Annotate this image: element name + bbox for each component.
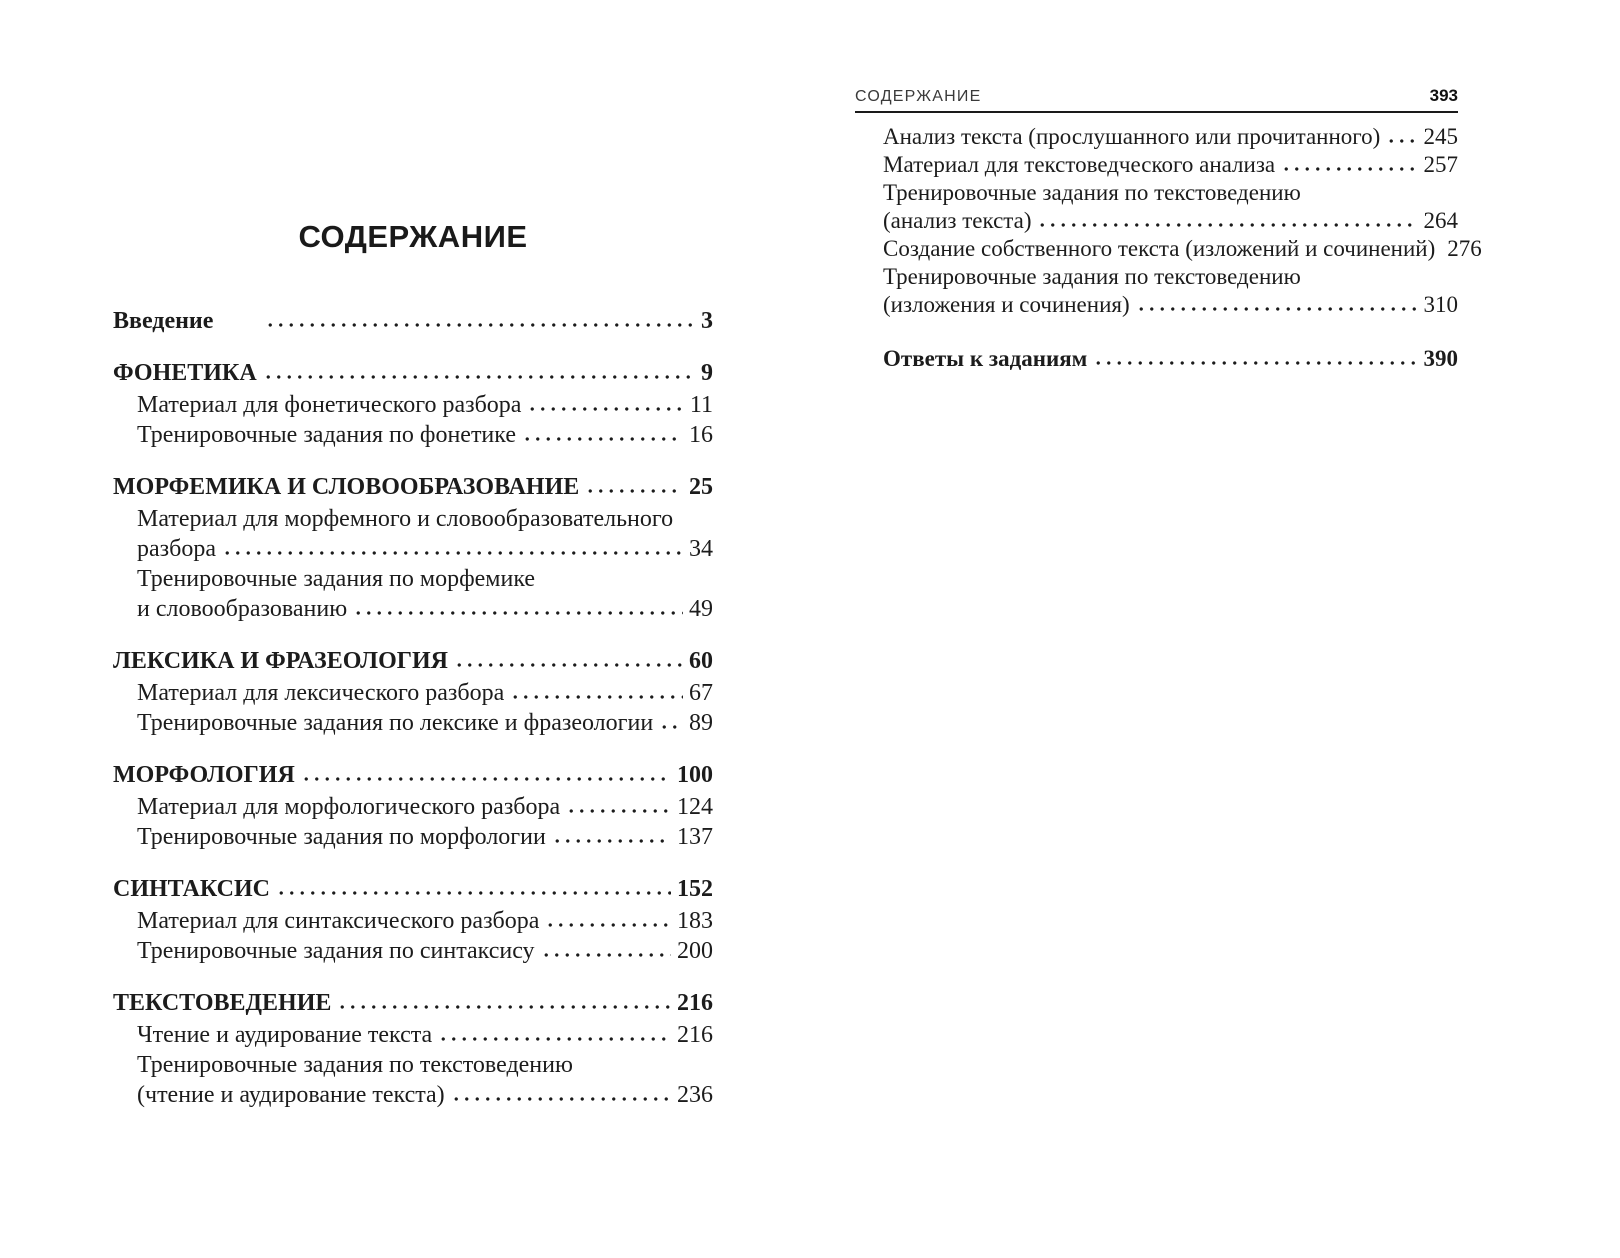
dot-leader bbox=[438, 1036, 671, 1042]
running-head bbox=[855, 86, 1458, 113]
toc-page-ref: 236 bbox=[677, 1082, 713, 1108]
toc-title: СОДЕРЖАНИЕ bbox=[298, 219, 528, 254]
toc-entry-line: Тренировочные задания по текстоведению bbox=[883, 180, 1301, 205]
toc-entry bbox=[113, 678, 713, 708]
toc-entry-label: Материал для морфологического разбора bbox=[137, 794, 561, 820]
toc-entry-label: (изложения и сочинения) bbox=[883, 292, 1130, 317]
toc-page-ref: 152 bbox=[677, 876, 713, 902]
toc-section bbox=[113, 760, 713, 852]
toc-entry-row bbox=[137, 594, 713, 624]
toc-entry-row bbox=[113, 358, 713, 388]
toc-entry-line: Тренировочные задания по морфемике bbox=[137, 566, 536, 592]
toc-entry bbox=[113, 708, 713, 738]
toc-page-ref: 16 bbox=[689, 422, 713, 448]
toc-entry bbox=[113, 646, 713, 676]
toc-entry bbox=[113, 1020, 713, 1050]
toc-page-ref: 276 bbox=[1447, 236, 1482, 261]
toc-entry-row bbox=[113, 472, 713, 502]
toc-page-ref: 245 bbox=[1423, 124, 1458, 149]
dot-leader bbox=[263, 374, 695, 380]
dot-leader bbox=[566, 808, 671, 814]
toc-entry bbox=[113, 390, 713, 420]
toc-entry-label: (чтение и аудирование текста) bbox=[137, 1082, 445, 1108]
toc-entry-row bbox=[883, 345, 1458, 373]
dot-leader bbox=[1281, 166, 1417, 172]
toc-page-ref: 183 bbox=[677, 908, 713, 934]
toc-entry bbox=[113, 358, 713, 388]
toc-entry-label: Материал для текстоведческого анализа bbox=[883, 152, 1276, 177]
toc-entry-label: (анализ текста) bbox=[883, 208, 1032, 233]
toc-section bbox=[113, 306, 713, 336]
toc-section bbox=[113, 472, 713, 624]
toc-entry-label: Чтение и аудирование текста bbox=[137, 1022, 433, 1048]
toc-entry bbox=[113, 564, 713, 624]
toc-entry-row bbox=[137, 678, 713, 708]
dot-leader bbox=[659, 724, 683, 730]
toc-section bbox=[883, 345, 1458, 373]
dot-leader bbox=[585, 488, 683, 494]
toc-entry-row bbox=[137, 390, 713, 420]
toc-entry-label: Материал для фонетического разбора bbox=[137, 392, 522, 418]
toc-page-ref: 9 bbox=[701, 360, 713, 386]
toc-entry-row bbox=[883, 291, 1458, 319]
toc-entry-label: ФОНЕТИКА bbox=[113, 360, 257, 386]
toc-page-ref: 200 bbox=[677, 938, 713, 964]
toc-page-ref: 34 bbox=[689, 536, 713, 562]
toc-entry bbox=[113, 936, 713, 966]
dot-leader bbox=[353, 610, 683, 616]
toc-entry-row bbox=[137, 792, 713, 822]
toc-section bbox=[883, 123, 1482, 319]
toc-entry bbox=[883, 345, 1458, 373]
toc-entry bbox=[113, 874, 713, 904]
toc-page-ref: 25 bbox=[689, 474, 713, 500]
toc-entry-line: Тренировочные задания по текстоведению bbox=[137, 1052, 573, 1078]
toc-entry-label: разбора bbox=[137, 536, 216, 562]
toc-entry bbox=[113, 822, 713, 852]
right-page bbox=[855, 86, 1482, 399]
toc-page-ref: 67 bbox=[689, 680, 713, 706]
toc-entry-row bbox=[137, 708, 713, 738]
dot-leader bbox=[265, 322, 695, 328]
toc-entry-row bbox=[883, 207, 1458, 235]
right-toc bbox=[883, 123, 1482, 373]
dot-leader bbox=[1386, 138, 1417, 144]
toc-entry bbox=[113, 760, 713, 790]
toc-entry-row bbox=[883, 151, 1458, 179]
toc-page-ref: 124 bbox=[677, 794, 713, 820]
toc-entry-label: СИНТАКСИС bbox=[113, 876, 270, 902]
toc-entry bbox=[113, 472, 713, 502]
toc-entry-line: Материал для морфемного и словообразовательного bbox=[137, 506, 674, 532]
left-page bbox=[113, 220, 713, 1132]
toc-entry-row bbox=[883, 123, 1458, 151]
dot-leader bbox=[527, 406, 683, 412]
toc-section bbox=[113, 874, 713, 966]
toc-page-ref: 3 bbox=[701, 308, 713, 334]
dot-leader bbox=[301, 776, 671, 782]
toc-entry-label: Материал для синтаксического разбора bbox=[137, 908, 540, 934]
toc-entry-row bbox=[113, 874, 713, 904]
toc-page-ref: 216 bbox=[677, 1022, 713, 1048]
toc-entry-label: Тренировочные задания по лексике и фразеологии bbox=[137, 710, 654, 736]
page-number: 393 bbox=[1429, 86, 1458, 105]
toc-entry-row bbox=[137, 822, 713, 852]
toc-section bbox=[113, 646, 713, 738]
toc-entry-row bbox=[113, 988, 713, 1018]
toc-entry bbox=[113, 420, 713, 450]
toc-page-ref: 257 bbox=[1423, 152, 1458, 177]
toc-entry bbox=[113, 306, 713, 336]
toc-entry bbox=[883, 235, 1482, 263]
dot-leader bbox=[552, 838, 671, 844]
dot-leader bbox=[545, 922, 671, 928]
toc-page-ref: 89 bbox=[689, 710, 713, 736]
dot-leader bbox=[1136, 306, 1418, 312]
toc-page-ref: 11 bbox=[689, 392, 713, 418]
toc-page-ref: 137 bbox=[677, 824, 713, 850]
toc-entry bbox=[113, 504, 713, 564]
toc-entry-label: Тренировочные задания по фонетике bbox=[137, 422, 516, 448]
toc-page-ref: 60 bbox=[689, 648, 713, 674]
toc-entry-label: ЛЕКСИКА И ФРАЗЕОЛОГИЯ bbox=[113, 648, 449, 674]
toc-entry-row bbox=[137, 1080, 713, 1110]
toc-entry-label: Тренировочные задания по морфологии bbox=[137, 824, 546, 850]
toc-entry-label: Ответы к заданиям bbox=[883, 346, 1088, 371]
toc-entry-row bbox=[113, 306, 713, 336]
toc-entry-label: ТЕКСТОВЕДЕНИЕ bbox=[113, 990, 332, 1016]
toc-entry-label: Анализ текста (прослушанного или прочитанного) bbox=[883, 124, 1381, 149]
toc-entry-label: и словообразованию bbox=[137, 596, 348, 622]
dot-leader bbox=[522, 436, 683, 442]
toc-entry-label: Материал для лексического разбора bbox=[137, 680, 505, 706]
toc-entry bbox=[113, 792, 713, 822]
toc-entry-row bbox=[137, 420, 713, 450]
toc-page-ref: 49 bbox=[689, 596, 713, 622]
toc-page-ref: 100 bbox=[677, 762, 713, 788]
toc-entry-label: МОРФЕМИКА И СЛОВООБРАЗОВАНИЕ bbox=[113, 474, 580, 500]
toc-entry-label: МОРФОЛОГИЯ bbox=[113, 762, 295, 788]
dot-leader bbox=[276, 890, 671, 896]
toc-page-ref: 216 bbox=[677, 990, 713, 1016]
toc-page-ref: 310 bbox=[1423, 292, 1458, 317]
toc-entry bbox=[113, 906, 713, 936]
toc-page-ref: 390 bbox=[1423, 346, 1458, 371]
dot-leader bbox=[1093, 360, 1417, 366]
dot-leader bbox=[1037, 222, 1417, 228]
toc-entry-row bbox=[113, 646, 713, 676]
dot-leader bbox=[337, 1004, 671, 1010]
toc-section bbox=[113, 988, 713, 1110]
running-head-title: СОДЕРЖАНИЕ bbox=[855, 88, 982, 105]
toc-entry-row bbox=[137, 936, 713, 966]
toc-entry-label: Введение bbox=[113, 308, 214, 334]
toc-entry-row bbox=[137, 906, 713, 936]
dot-leader bbox=[222, 550, 683, 556]
toc-page-ref: 264 bbox=[1423, 208, 1458, 233]
toc-entry bbox=[883, 263, 1458, 319]
toc-entry bbox=[113, 1050, 713, 1110]
toc-entry-row bbox=[137, 1020, 713, 1050]
toc-entry bbox=[883, 151, 1458, 179]
toc-entry-label: Создание собственного текста (изложений и сочинений) bbox=[883, 236, 1436, 261]
toc-entry bbox=[883, 179, 1458, 235]
toc-entry-row bbox=[113, 760, 713, 790]
dot-leader bbox=[510, 694, 683, 700]
toc-entry bbox=[883, 123, 1458, 151]
left-toc bbox=[113, 306, 713, 1110]
toc-entry bbox=[113, 988, 713, 1018]
toc-entry-row bbox=[137, 534, 713, 564]
toc-entry-label: Тренировочные задания по синтаксису bbox=[137, 938, 535, 964]
toc-entry-line: Тренировочные задания по текстоведению bbox=[883, 264, 1301, 289]
toc-entry-row bbox=[883, 235, 1482, 263]
dot-leader bbox=[451, 1096, 671, 1102]
dot-leader bbox=[454, 662, 683, 668]
dot-leader bbox=[541, 952, 671, 958]
toc-section bbox=[113, 358, 713, 450]
